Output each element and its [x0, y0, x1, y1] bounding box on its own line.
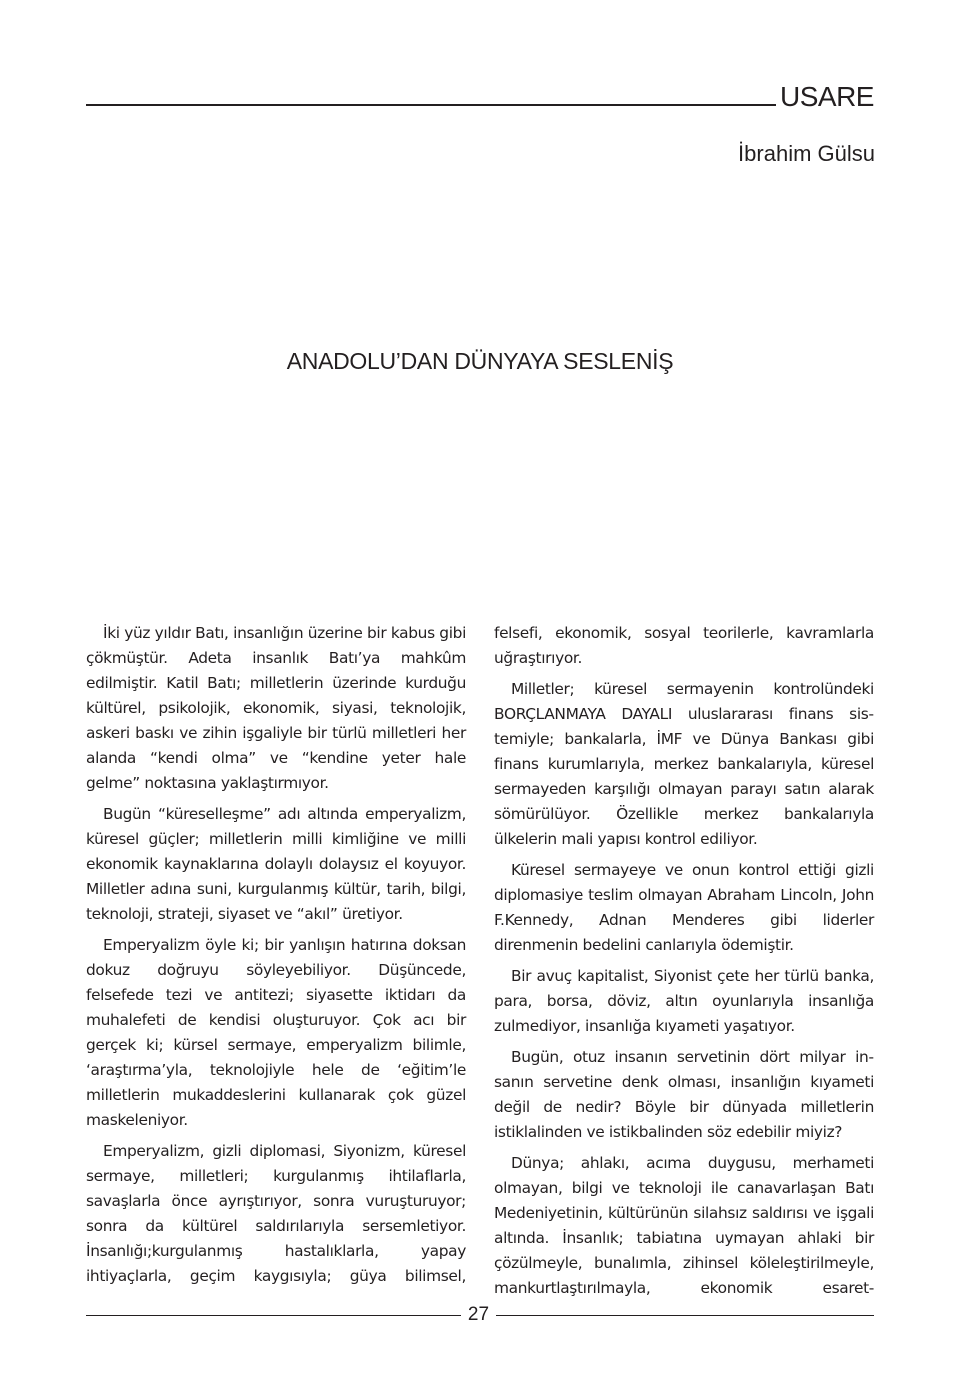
paragraph: Bir avuç kapitalist, Siyonist çete her türlü banka, para, borsa, döviz, altın oyunlarıyla insanlığa zulmediyor, insanlığa kıyameti yaşatıyor. [494, 967, 874, 1035]
paragraph: Emperyalizm, gizli diplomasi, Siyonizm, küresel sermaye, milletleri; kurgulanmış ihtilaflarla, savaşlarla önce ayrıştırıyor, sonra vuruşturuyor; sonra da kültürel saldırılarıyla sersemletiyor. İnsanlığı;kurgulanmış hastalıklarla, yapay ihtiyaçlarla, geçim kaygısıyla; güya bilimsel, [86, 1142, 466, 1285]
footer-rule-left [86, 1315, 461, 1316]
paragraph: Emperyalizm öyle ki; bir yanlışın hatırına doksan dokuz doğruyu söyleyebiliyor. Düşüncede, felsefede tezi ve antitezi; siyasette iktidarı da muhalefeti de kendisi oluşturuyor. Çok acı bir gerçek ki; kürsel sermaye, emperyalizm bilimle, ‘araştırma’yla, teknolojiyle hele de ‘eğitim’le milletlerin mukaddeslerini kullanarak çok güzel maskeleniyor. [86, 936, 466, 1129]
header-rule [86, 104, 776, 106]
paragraph: İki yüz yıldır Batı, insanlığın üzerine bir kabus gibi çökmüştür. Adeta insanlık Batı’ya mahkûm edilmiştir. Katil Batı; milletlerin üzerinde kurduğu kültürel, psikolojik, ekonomik, siyasi, teknolojik, askeri baskı ve zihin işgaliyle bir türlü milletleri her alanda “kendi olma” ve “kendine yeter hale gelme” noktasına yaklaştırmıyor. [86, 624, 466, 792]
article-title: ANADOLU’DAN DÜNYAYA SESLENİŞ [286, 348, 674, 374]
paragraph: Bugün, otuz insanın servetinin dört milyar insanın servetine denk olması, insanlığın kıyameti değil de nedir? Böyle bir dünyada milletlerin istiklalinden ve istikbalinden söz edebilir miyiz? [494, 1048, 874, 1141]
journal-name: USARE [780, 81, 874, 112]
page-number: 27 [467, 1304, 490, 1325]
author-name: İbrahim Gülsu [738, 141, 875, 166]
footer-rule-right [496, 1315, 874, 1316]
paragraph: Dünya; ahlakı, acıma duygusu, merhameti olmayan, bilgi ve teknoloji ile canavarlaşan Batı Medeniyetinin, kültürünün silahsız saldırısı ve işgali altında. İnsanlık; tabiatına uymayan ahlaki bir çözülmeyle, bunalımla, zihinsel köleleştirilmeyle, mankurtlaştırılmayla, ekonomik esaret- [494, 1154, 874, 1297]
paragraph: Küresel sermayeye ve onun kontrol ettiği gizli diplomasiye teslim olmayan Abraham Lincoln, John F.Kennedy, Adnan Menderes gibi liderler direnmenin bedelini canlarıyla ödemiştir. [494, 861, 874, 954]
paragraph-continued: felsefi, ekonomik, sosyal teorilerle, kavramlarla uğraştırıyor. [494, 624, 874, 667]
right-column [494, 621, 874, 1301]
paragraph: Milletler; küresel sermayenin kontrolündeki BORÇLANMAYA DAYALI uluslararası finans sistemiyle; bankalarla, İMF ve Dünya Bankası gibi finans kurumlarıyla, merkez bankalarıyla, küresel sermayeden karşılığı olmayan parayı satın alarak sömürülüyor. Özellikle merkez bankalarıyla ülkelerin mali yapısı kontrol ediliyor. [494, 680, 874, 848]
left-column [86, 621, 466, 1289]
paragraph: Bugün “küreselleşme” adı altında emperyalizm, küresel güçler; milletlerin milli kimliğine ve milli ekonomik kaynaklarına dolaylı dolaysız el koyuyor. Milletler adına suni, kurgulanmış kültür, tarih, bilgi, teknoloji, strateji, siyaset ve “akıl” üretiyor. [86, 805, 466, 923]
